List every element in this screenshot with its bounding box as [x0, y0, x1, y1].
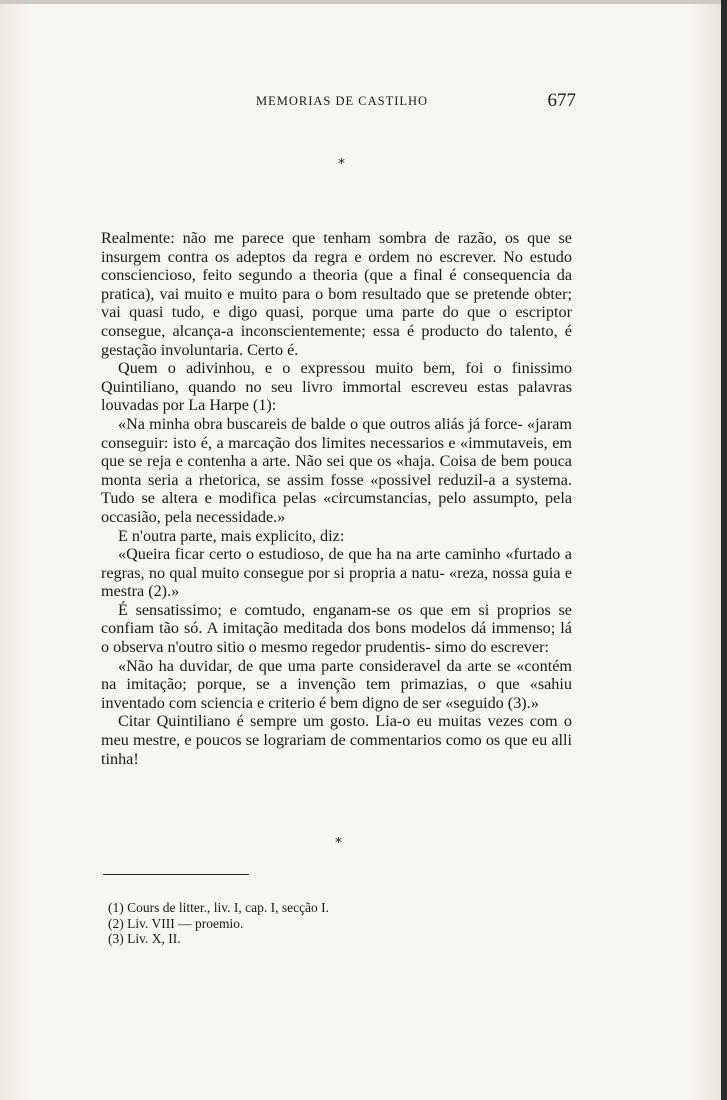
page-top-edge — [0, 0, 727, 4]
section-separator-top: * — [338, 157, 345, 172]
page-right-edge — [721, 0, 727, 1100]
page-header — [100, 90, 576, 114]
body-text — [101, 229, 572, 768]
quotation-3: «Não ha duvidar, de que uma parte consideravel da arte se «contém na imitação; porque, se a invenção tem primazias, o que «sahiu inventado com sciencia e criterio é bem digno de ser «seguido (3).» — [101, 656, 572, 712]
paragraph-5: Citar Quintiliano é sempre um gosto. Lia-o eu muitas vezes com o meu mestre, e poucos se lograriam de commentarios como os que eu alli tinha! — [101, 712, 572, 768]
footnote-1: (1) Cours de litter., liv. I, cap. I, secção I. — [108, 900, 330, 915]
quotation-1: «Na minha obra buscareis de balde o que outros aliás já force- «jaram conseguir: isto é, a marcação dos limites necessarios e «immutaveis, em que se reja e contenha a arte. Não sei que os «haja. Coisa de bem pouca monta seria a rhetorica, se assim fosse «possivel reduzil-a a systema. Tudo se altera e modifica pelas «circumstancias, pelo assumpto, pela occasião, pela necessidade.» — [101, 414, 572, 526]
footnotes — [108, 900, 508, 947]
paragraph-1: Realmente: não me parece que tenham sombra de razão, os que se insurgem contra os adeptos da regra e ordem no escrever. No estudo consciencioso, feito segundo a theoria (que a final é consequencia da pratica), vai muito e muito para o bom resultado que se pretende obter; vai quasi tudo, e digo quasi, porque uma parte do que o escriptor consegue, alcança-a inconscientemente; essa é producto do talento, é gestação involuntaria. Certo é. — [101, 229, 572, 359]
footnote-3: (3) Liv. X, II. — [108, 931, 181, 946]
paragraph-3: E n'outra parte, mais explicito, diz: — [118, 526, 345, 545]
running-head: MEMORIAS DE CASTILHO — [256, 94, 429, 108]
paragraph-2: Quem o adivinhou, e o expressou muito bem, foi o finissimo Quintiliano, quando no seu livro immortal escreveu estas palavras louvadas por La Harpe (1): — [101, 359, 572, 415]
paragraph-4: É sensatissimo; e comtudo, enganam-se os que em si proprios se confiam tão só. A imitação meditada dos bons modelos dá immenso; lá o observa n'outro sitio o mesmo regedor prudentis- simo do escrever: — [101, 600, 572, 657]
footnote-rule — [103, 874, 249, 875]
section-separator-bottom: * — [335, 836, 342, 851]
page-number: 677 — [547, 90, 576, 111]
quotation-2: «Queira ficar certo o estudioso, de que ha na arte caminho «furtado a regras, no qual muito consegue por si propria a natu- «reza, nossa guia e mestra (2).» — [101, 545, 572, 601]
footnote-2: (2) Liv. VIII — proemio. — [108, 915, 244, 931]
